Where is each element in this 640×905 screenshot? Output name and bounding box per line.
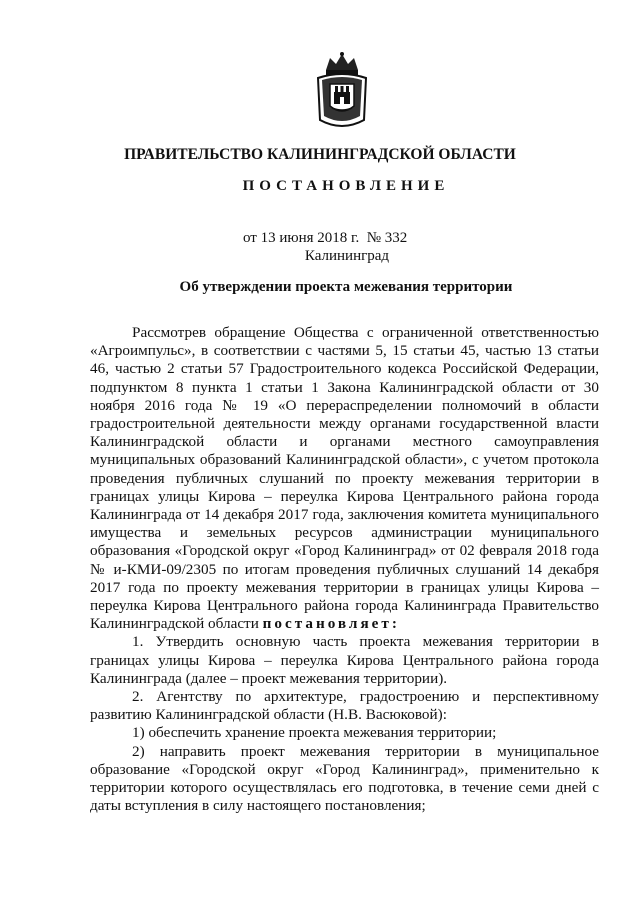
item-2-2: 2) направить проект межевания территории в муниципальное образование «Городской округ «Город Калининград», применительно к территории которого осуществлялась его подготовка, в течение семи дней с даты вступления в силу настоящего постановления; [90, 742, 599, 815]
document-subject: Об утверждении проекта межевания территории [179, 279, 513, 295]
resolves-word: постановляет: [262, 615, 400, 633]
document-type: ПОСТАНОВЛЕНИЕ [242, 178, 450, 194]
date-number-line: от 13 июня 2018 г. № 332 [243, 230, 408, 246]
preamble-text: Рассмотрев обращение Общества с ограниченной ответственностью «Агроимпульс», в соответствии с частями 5, 15 статьи 45, частью 13 статьи 46, частью 2 статьи 57 Градостроительного кодекса Российской Федерации, подпунктом 8 пункта 1 статьи 1 Закона Калининградской области от 30 ноября 2016 года № 19 «О перераспределении полномочий в области градостроительной деятельности между органами государственной власти Калининградской области и органами местного самоуправления муниципальных образований Калининградской области», с учетом протокола проведения публичных слушаний по проекту межевания территории в границах улицы Кирова – переулка Кирова Центрального района города Калининграда от 14 декабря 2017 года, заключения комитета муниципального имущества и земельных ресурсов администрации муниципального образования «Городской округ «Город Калининград» от 02 февраля 2018 года № и-КМИ-09/2305 по итогам проведения публичных слушаний 14 декабря 2017 года по проекту межевания территории в границах улицы Кирова – переулка Кирова Центрального района города Калининграда Правительство Калининградской области [90, 324, 599, 633]
organization-title: ПРАВИТЕЛЬСТВО КАЛИНИНГРАДСКОЙ ОБЛАСТИ [124, 146, 516, 163]
city-name: Калининград [304, 248, 390, 264]
item-2: 2. Агентству по архитектуре, градостроению и перспективному развитию Калининградской области (Н.В. Васюковой): [90, 688, 599, 724]
document-body [90, 324, 599, 815]
item-1: 1. Утвердить основную часть проекта межевания территории в границах улицы Кирова – переулка Кирова Центрального района города Калининграда (далее – проект межевания территории). [90, 633, 599, 687]
coat-of-arms-icon [314, 50, 370, 132]
preamble-paragraph [90, 324, 599, 633]
item-2-1: 1) обеспечить хранение проекта межевания территории; [132, 724, 497, 742]
